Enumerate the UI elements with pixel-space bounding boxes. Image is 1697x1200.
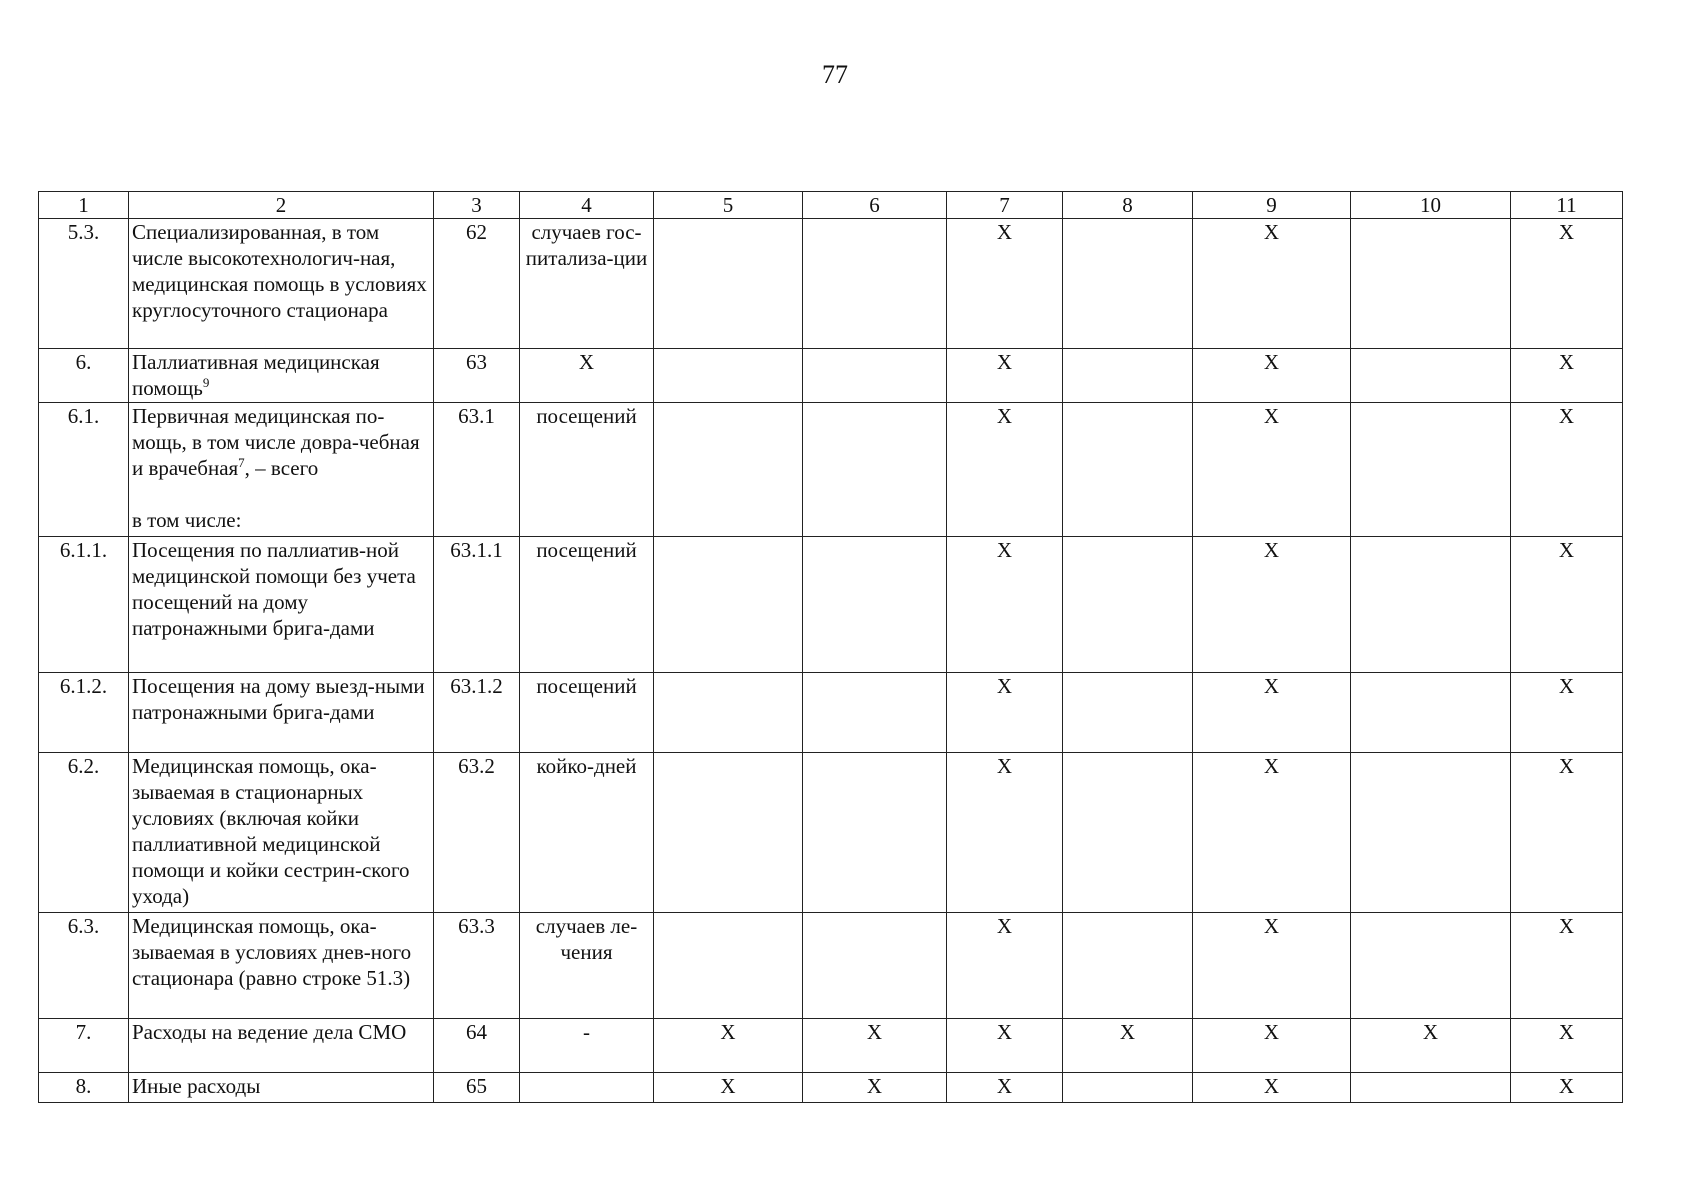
row-name bbox=[129, 1073, 434, 1103]
value-cell bbox=[1351, 537, 1511, 673]
value-cell: X bbox=[1193, 753, 1351, 913]
value-cell: X bbox=[654, 1019, 803, 1073]
table-row bbox=[39, 219, 1623, 349]
value-cell: X bbox=[947, 1019, 1063, 1073]
row-number: 6.1.2. bbox=[39, 673, 129, 753]
row-name bbox=[129, 753, 434, 913]
col-header: 5 bbox=[654, 192, 803, 219]
row-number: 5.3. bbox=[39, 219, 129, 349]
row-name-text: Иные расходы bbox=[132, 1074, 261, 1098]
value-cell bbox=[654, 403, 803, 537]
col-header: 3 bbox=[434, 192, 520, 219]
row-unit: случаев ле-чения bbox=[520, 913, 654, 1019]
value-cell bbox=[803, 403, 947, 537]
value-cell bbox=[803, 913, 947, 1019]
table-row bbox=[39, 673, 1623, 753]
col-header: 6 bbox=[803, 192, 947, 219]
row-number: 6.3. bbox=[39, 913, 129, 1019]
col-header: 4 bbox=[520, 192, 654, 219]
row-unit: посещений bbox=[520, 403, 654, 537]
value-cell: X bbox=[1511, 1019, 1623, 1073]
value-cell: X bbox=[1511, 403, 1623, 537]
value-cell: X bbox=[947, 673, 1063, 753]
row-line-code: 63.3 bbox=[434, 913, 520, 1019]
value-cell: X bbox=[1511, 349, 1623, 403]
value-cell bbox=[654, 913, 803, 1019]
row-name-tail: , – всего в том числе: bbox=[132, 456, 319, 532]
value-cell bbox=[1351, 1073, 1511, 1103]
row-name-text: Медицинская помощь, ока-зываемая в условиях днев-ного стационара (равно строке 51.3) bbox=[132, 914, 412, 990]
value-cell: X bbox=[803, 1019, 947, 1073]
row-number: 6. bbox=[39, 349, 129, 403]
value-cell: X bbox=[1511, 913, 1623, 1019]
value-cell: X bbox=[1193, 913, 1351, 1019]
value-cell bbox=[654, 753, 803, 913]
value-cell bbox=[1351, 673, 1511, 753]
row-line-code: 63.1.1 bbox=[434, 537, 520, 673]
row-name bbox=[129, 403, 434, 537]
value-cell bbox=[1351, 219, 1511, 349]
value-cell bbox=[1063, 537, 1193, 673]
value-cell: X bbox=[1193, 403, 1351, 537]
row-name-text: Медицинская помощь, ока-зываемая в стационарных условиях (включая койки паллиативной медицинской помощи и койки сестрин-ского ухода) bbox=[132, 754, 410, 908]
value-cell: X bbox=[1193, 349, 1351, 403]
value-cell: X bbox=[1511, 1073, 1623, 1103]
page-number: 77 bbox=[822, 60, 848, 89]
col-header: 1 bbox=[39, 192, 129, 219]
row-name bbox=[129, 673, 434, 753]
value-cell: X bbox=[1063, 1019, 1193, 1073]
row-name bbox=[129, 349, 434, 403]
row-line-code: 63 bbox=[434, 349, 520, 403]
value-cell bbox=[1063, 349, 1193, 403]
row-unit: - bbox=[520, 1019, 654, 1073]
value-cell: X bbox=[803, 1073, 947, 1103]
value-cell: X bbox=[1193, 219, 1351, 349]
data-table bbox=[38, 191, 1623, 1103]
col-header: 2 bbox=[129, 192, 434, 219]
value-cell bbox=[1351, 913, 1511, 1019]
value-cell: X bbox=[947, 219, 1063, 349]
value-cell: X bbox=[1193, 537, 1351, 673]
value-cell: X bbox=[947, 1073, 1063, 1103]
row-name-text: Посещения по паллиатив-ной медицинской помощи без учета посещений на дому патронажными брига-дами bbox=[132, 538, 416, 640]
value-cell bbox=[803, 349, 947, 403]
col-header: 7 bbox=[947, 192, 1063, 219]
table-row bbox=[39, 913, 1623, 1019]
row-line-code: 63.1.2 bbox=[434, 673, 520, 753]
row-number: 6.1. bbox=[39, 403, 129, 537]
row-name bbox=[129, 537, 434, 673]
value-cell bbox=[1063, 403, 1193, 537]
row-name bbox=[129, 913, 434, 1019]
row-name-text: Специализированная, в том числе высокотехнологич-ная, медицинская помощь в условиях круглосуточного стационара bbox=[132, 220, 427, 322]
footnote-marker: 9 bbox=[202, 375, 210, 390]
value-cell: X bbox=[654, 1073, 803, 1103]
table-row bbox=[39, 349, 1623, 403]
row-name bbox=[129, 1019, 434, 1073]
row-unit: случаев гос-питализа-ции bbox=[520, 219, 654, 349]
value-cell bbox=[654, 349, 803, 403]
table-row bbox=[39, 753, 1623, 913]
row-name-text: Расходы на ведение дела СМО bbox=[132, 1020, 407, 1044]
value-cell: X bbox=[1193, 673, 1351, 753]
row-unit: посещений bbox=[520, 537, 654, 673]
value-cell: X bbox=[1511, 753, 1623, 913]
row-name-text: Первичная медицинская по-мощь, в том числе довра-чебная и врачебная bbox=[132, 404, 420, 480]
row-unit: X bbox=[520, 349, 654, 403]
col-header: 8 bbox=[1063, 192, 1193, 219]
value-cell bbox=[654, 673, 803, 753]
value-cell: X bbox=[1193, 1073, 1351, 1103]
value-cell bbox=[1063, 673, 1193, 753]
row-line-code: 63.2 bbox=[434, 753, 520, 913]
table-row bbox=[39, 1073, 1623, 1103]
row-number: 7. bbox=[39, 1019, 129, 1073]
row-line-code: 63.1 bbox=[434, 403, 520, 537]
row-unit bbox=[520, 1073, 654, 1103]
row-name-text: Паллиативная медицинская помощь bbox=[132, 350, 380, 400]
value-cell bbox=[803, 219, 947, 349]
col-header: 11 bbox=[1511, 192, 1623, 219]
value-cell bbox=[1351, 349, 1511, 403]
value-cell bbox=[654, 219, 803, 349]
row-name-text: Посещения на дому выезд-ными патронажными брига-дами bbox=[132, 674, 425, 724]
table-row bbox=[39, 1019, 1623, 1073]
value-cell bbox=[1063, 913, 1193, 1019]
value-cell: X bbox=[947, 753, 1063, 913]
value-cell: X bbox=[1511, 673, 1623, 753]
value-cell bbox=[654, 537, 803, 673]
value-cell bbox=[803, 673, 947, 753]
table-row bbox=[39, 537, 1623, 673]
value-cell: X bbox=[947, 349, 1063, 403]
value-cell: X bbox=[1511, 219, 1623, 349]
row-line-code: 64 bbox=[434, 1019, 520, 1073]
row-unit: посещений bbox=[520, 673, 654, 753]
value-cell bbox=[1063, 1073, 1193, 1103]
value-cell bbox=[1351, 753, 1511, 913]
value-cell: X bbox=[947, 403, 1063, 537]
table-row bbox=[39, 403, 1623, 537]
value-cell: X bbox=[1511, 537, 1623, 673]
header-row bbox=[39, 192, 1623, 219]
value-cell bbox=[803, 753, 947, 913]
row-unit: койко-дней bbox=[520, 753, 654, 913]
row-line-code: 62 bbox=[434, 219, 520, 349]
value-cell: X bbox=[1193, 1019, 1351, 1073]
row-number: 6.2. bbox=[39, 753, 129, 913]
value-cell bbox=[1063, 219, 1193, 349]
value-cell bbox=[1063, 753, 1193, 913]
col-header: 9 bbox=[1193, 192, 1351, 219]
value-cell: X bbox=[947, 913, 1063, 1019]
col-header: 10 bbox=[1351, 192, 1511, 219]
value-cell bbox=[1351, 403, 1511, 537]
row-number: 6.1.1. bbox=[39, 537, 129, 673]
row-number: 8. bbox=[39, 1073, 129, 1103]
value-cell: X bbox=[947, 537, 1063, 673]
value-cell: X bbox=[1351, 1019, 1511, 1073]
footnote-marker: 7 bbox=[238, 455, 245, 470]
row-line-code: 65 bbox=[434, 1073, 520, 1103]
value-cell bbox=[803, 537, 947, 673]
row-name bbox=[129, 219, 434, 349]
